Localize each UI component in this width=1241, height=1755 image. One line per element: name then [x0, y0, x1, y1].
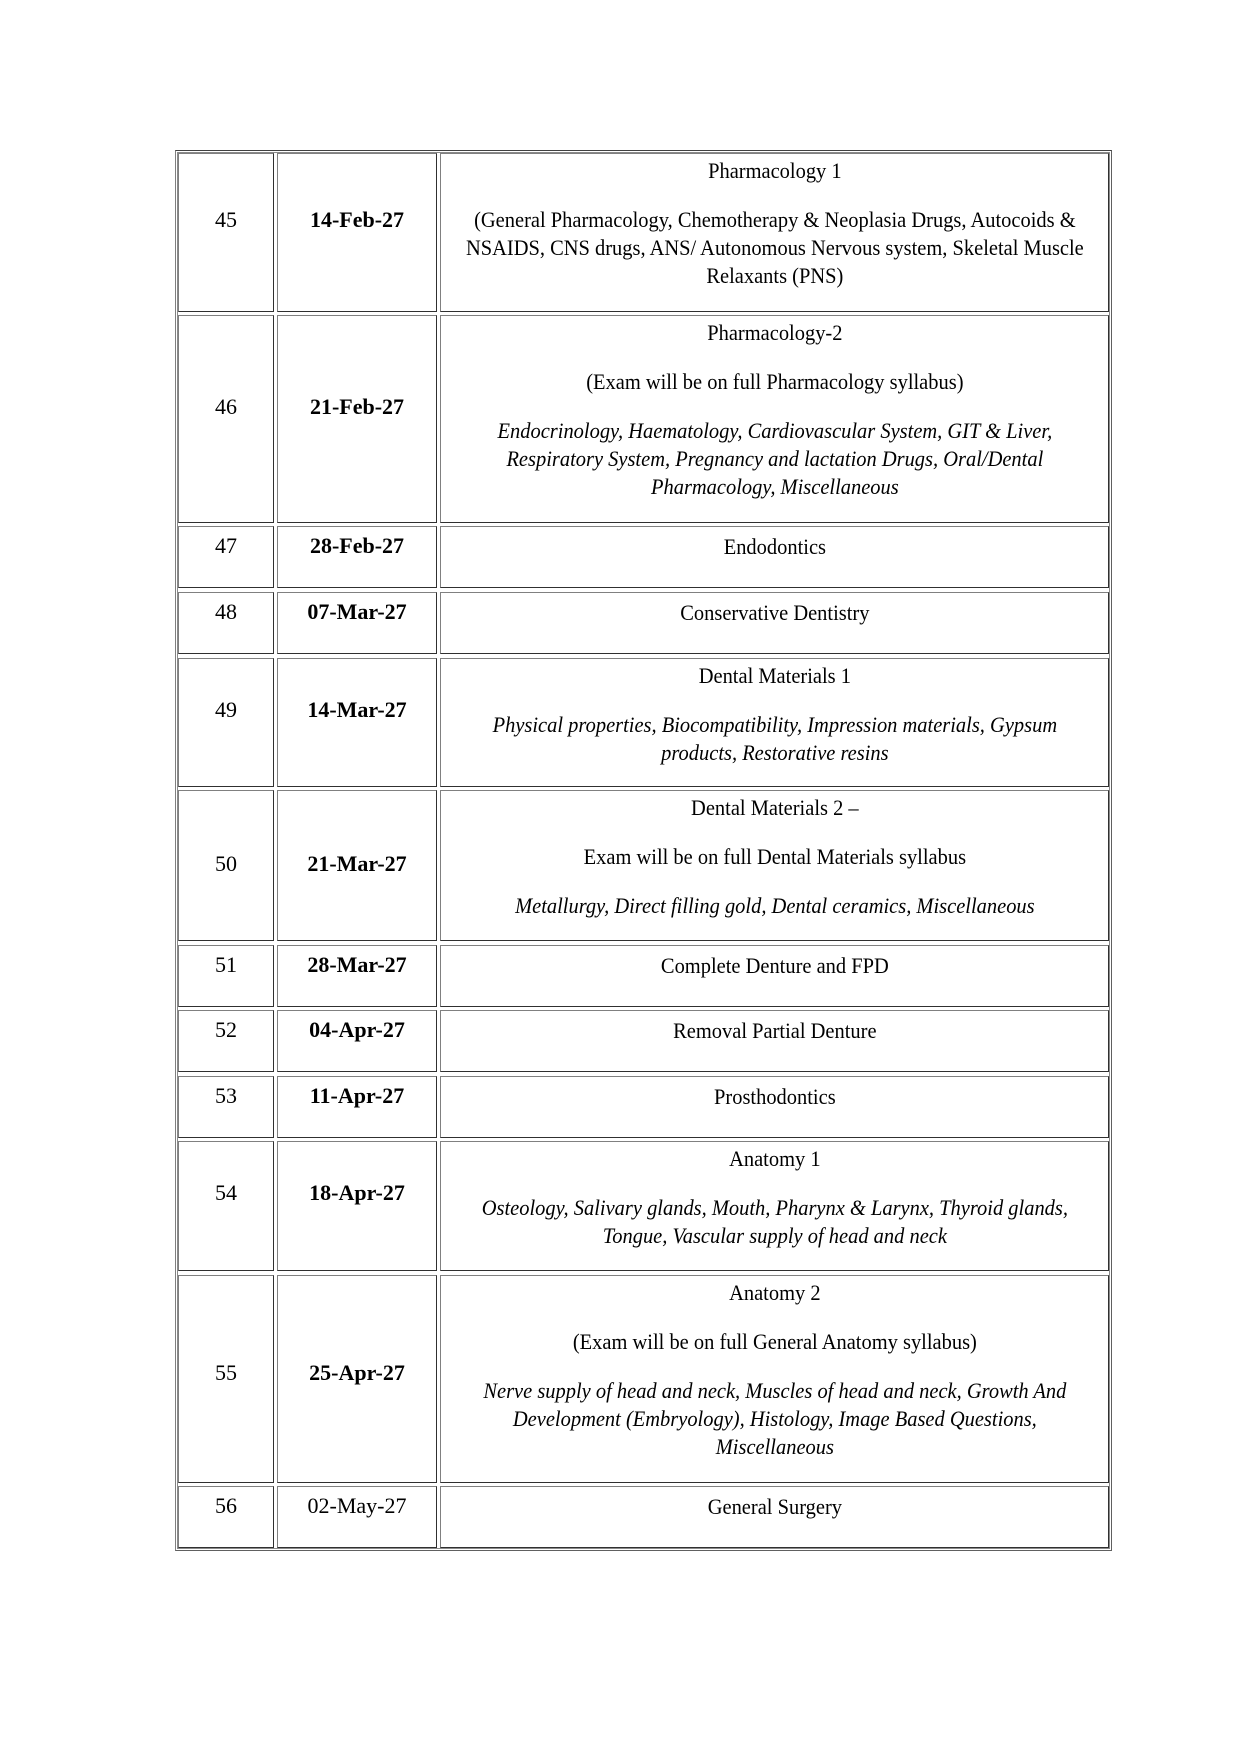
row-number-cell: [178, 526, 274, 588]
row-number: 56: [215, 1493, 237, 1518]
row-number-cell: [178, 1486, 274, 1548]
date-cell: [277, 1486, 437, 1548]
date-cell: [277, 592, 437, 654]
row-number: 50: [215, 851, 237, 876]
exam-date: 07-Mar-27: [307, 599, 407, 624]
subject-cell: [440, 315, 1109, 523]
exam-date: 14-Mar-27: [307, 697, 407, 722]
subject-title: Pharmacology 1: [707, 158, 842, 183]
row-number: 48: [215, 599, 237, 624]
row-number-cell: [178, 1275, 274, 1483]
date-cell: [277, 658, 437, 787]
subject-cell: [440, 945, 1109, 1007]
subject-topics: Metallurgy, Direct filling gold, Dental ceramics, Miscellaneous: [514, 893, 1035, 918]
subject-title: Anatomy 1: [728, 1146, 821, 1171]
subject-note: (General Pharmacology, Chemotherapy & Neoplasia Drugs, Autocoids & NSAIDS, CNS drugs, ANS/ Autonomous Nervous system, Skeletal Muscle Relaxants (PNS): [465, 207, 1084, 288]
date-cell: [277, 1010, 437, 1072]
subject-topics: Endocrinology, Haematology, Cardiovascular System, GIT & Liver, Respiratory System, Pregnancy and lactation Drugs, Oral/Dental Pharmacology, Miscellaneous: [497, 418, 1052, 499]
subject-topics: Nerve supply of head and neck, Muscles of head and neck, Growth And Development (Embryology), Histology, Image Based Questions, Miscellaneous: [483, 1378, 1066, 1459]
exam-date: 28-Mar-27: [307, 952, 407, 977]
row-number-cell: [178, 1141, 274, 1271]
date-cell: [277, 790, 437, 941]
exam-date: 21-Feb-27: [309, 394, 405, 419]
subject-topics: Osteology, Salivary glands, Mouth, Pharynx & Larynx, Thyroid glands, Tongue, Vascular supply of head and neck: [481, 1195, 1068, 1248]
subject-title: Prosthodontics: [713, 1084, 836, 1109]
row-number: 45: [215, 207, 237, 232]
exam-date: 04-Apr-27: [309, 1017, 405, 1042]
subject-title: General Surgery: [707, 1494, 842, 1519]
exam-date: 18-Apr-27: [309, 1180, 405, 1205]
date-cell: [277, 153, 437, 312]
row-number: 54: [215, 1180, 237, 1205]
subject-cell: [440, 1275, 1109, 1483]
subject-note: (Exam will be on full Pharmacology syllabus): [585, 369, 964, 394]
subject-title: Removal Partial Denture: [672, 1018, 877, 1043]
subject-note: (Exam will be on full General Anatomy syllabus): [572, 1329, 977, 1354]
row-number-cell: [178, 658, 274, 787]
row-number-cell: [178, 1010, 274, 1072]
row-number: 53: [215, 1083, 237, 1108]
row-number-cell: [178, 945, 274, 1007]
date-cell: [277, 1076, 437, 1138]
row-number-cell: [178, 790, 274, 941]
subject-cell: [440, 790, 1109, 941]
exam-date: 11-Apr-27: [309, 1083, 405, 1108]
exam-date: 25-Apr-27: [309, 1360, 405, 1385]
date-cell: [277, 526, 437, 588]
row-number: 46: [215, 394, 237, 419]
subject-cell: [440, 1141, 1109, 1271]
subject-cell: [440, 153, 1109, 312]
exam-date: 14-Feb-27: [309, 207, 405, 232]
exam-date: 02-May-27: [307, 1493, 407, 1518]
subject-title: Dental Materials 1: [698, 663, 851, 688]
date-cell: [277, 1141, 437, 1271]
subject-cell: [440, 592, 1109, 654]
row-number: 55: [215, 1360, 237, 1385]
subject-title: Complete Denture and FPD: [660, 953, 889, 978]
date-cell: [277, 1275, 437, 1483]
date-cell: [277, 945, 437, 1007]
row-number: 51: [215, 952, 237, 977]
row-number-cell: [178, 315, 274, 523]
subject-cell: [440, 1010, 1109, 1072]
row-number: 52: [215, 1017, 237, 1042]
subject-title: Pharmacology-2: [706, 320, 843, 345]
subject-title: Conservative Dentistry: [679, 600, 870, 625]
subject-cell: [440, 1076, 1109, 1138]
row-number-cell: [178, 1076, 274, 1138]
subject-title: Endodontics: [723, 534, 826, 559]
subject-topics: Physical properties, Biocompatibility, Impression materials, Gypsum products, Restorative resins: [492, 712, 1057, 765]
row-number-cell: [178, 592, 274, 654]
subject-title: Anatomy 2: [728, 1280, 821, 1305]
subject-note: Exam will be on full Dental Materials syllabus: [583, 844, 966, 869]
subject-cell: [440, 1486, 1109, 1548]
date-cell: [277, 315, 437, 523]
row-number-cell: [178, 153, 274, 312]
exam-date: 28-Feb-27: [309, 533, 405, 558]
subject-cell: [440, 526, 1109, 588]
row-number: 49: [215, 697, 237, 722]
subject-title: Dental Materials 2 –: [690, 795, 859, 820]
subject-cell: [440, 658, 1109, 787]
row-number: 47: [215, 533, 237, 558]
exam-date: 21-Mar-27: [307, 851, 407, 876]
